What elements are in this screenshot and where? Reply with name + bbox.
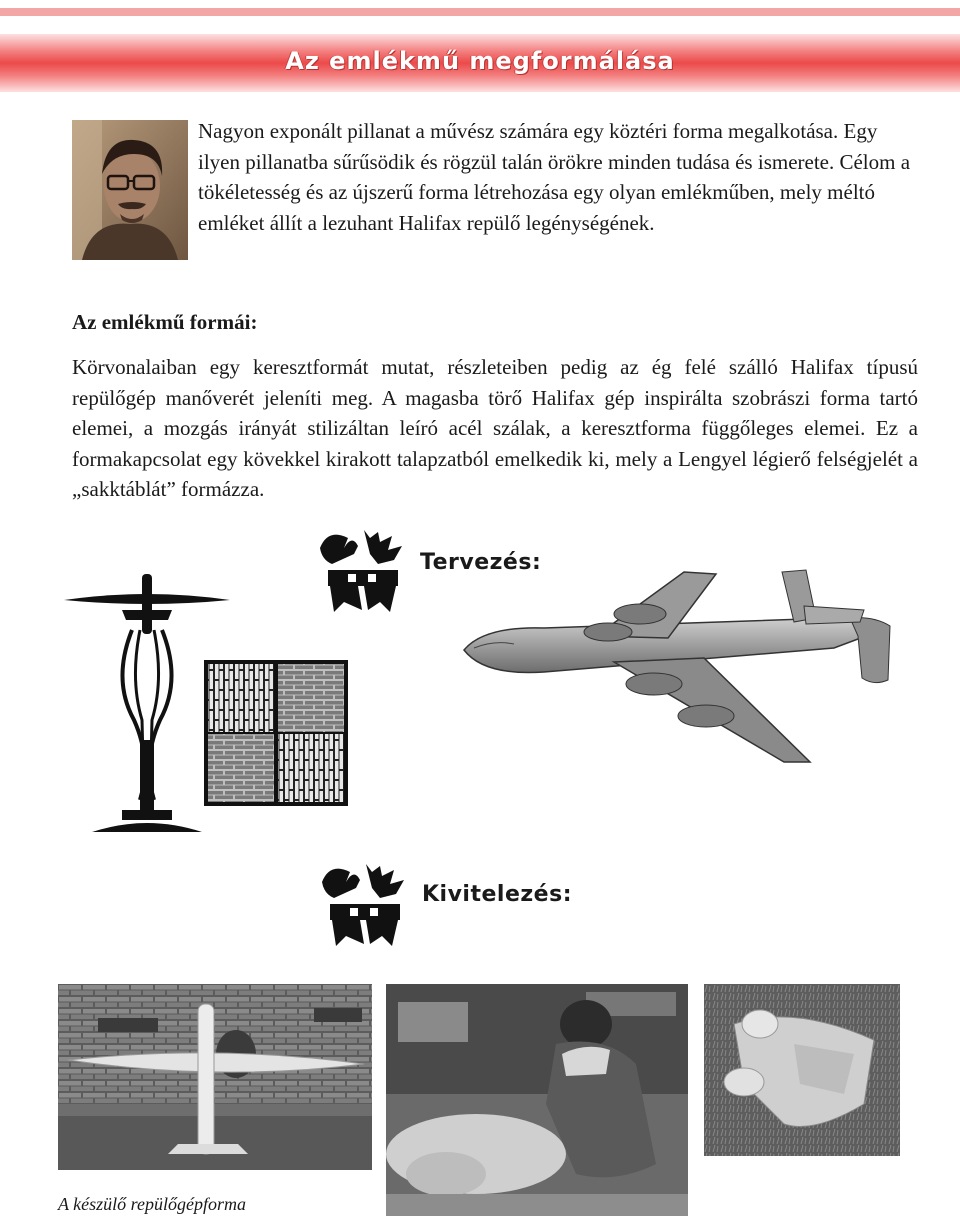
execution-label: Kivitelezés:: [422, 882, 572, 907]
intro-paragraph: Nagyon exponált pillanat a művész számára egy köztéri forma megalkotása. Egy ilyen pillanatba sűrűsödik és rögzül talán örökre minden tudása és ismerete. Célom a tökéletesség és az újszerű forma létrehozása egy olyan emlékműben, mely méltó emléket állít a lezuhant Halifax repülő legénységének.: [198, 119, 911, 235]
forms-heading: Az emlékmű formái:: [72, 310, 258, 334]
sculptor-working-photo: [386, 984, 688, 1216]
plane-form-photo: [58, 984, 372, 1170]
top-rule: [0, 8, 960, 16]
polish-eagle-icon-2: [320, 856, 406, 952]
design-label: Tervezés:: [420, 550, 542, 575]
carved-parts-photo: [704, 984, 900, 1156]
halifax-bomber-image: [454, 566, 896, 772]
polish-eagle-icon: [318, 524, 404, 616]
artist-portrait-image: [72, 120, 188, 260]
forms-paragraph: Körvonalaiban egy keresztformát mutat, részleteiben pedig az ég felé szálló Halifax típusú repülőgép manőverét jeleníti meg. A magasba törő Halifax gép inspirálta szobrászi forma tartó elemei, a mozgás irányát stilizáltan leíró acél szálak, a keresztforma függőleges elemei. Ez a formakapcsolat egy kövekkel kirakott talapzatból emelkedik ki, mely a Lengyel légierő felségjelét a „sakktáblát” formázza.: [72, 355, 918, 501]
checkerboard-base-image: [204, 660, 348, 806]
page-title: Az emlékmű megformálása: [285, 47, 675, 75]
photo-caption: A készülő repülőgépforma: [58, 1194, 246, 1214]
